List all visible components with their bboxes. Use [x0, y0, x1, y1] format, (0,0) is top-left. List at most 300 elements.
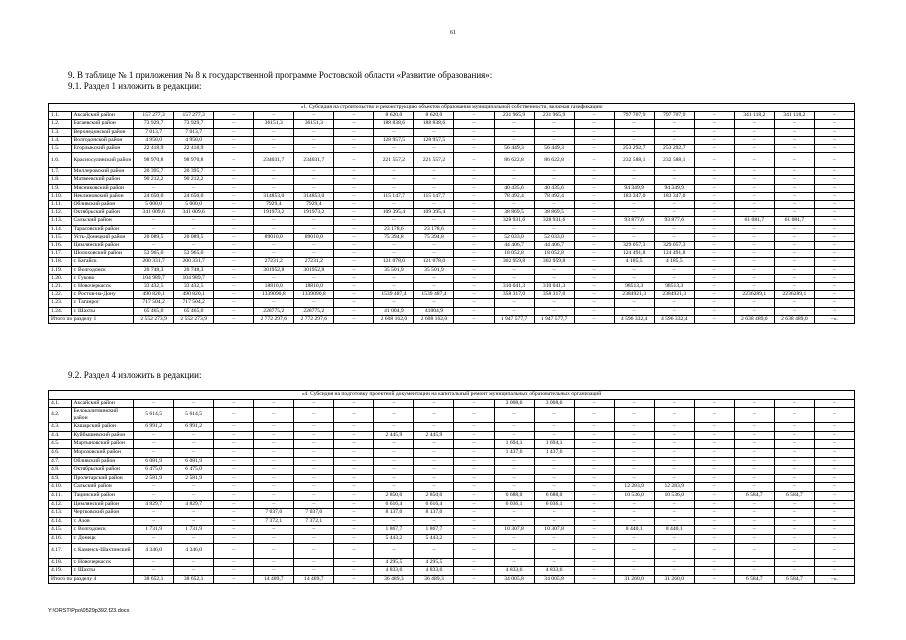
amount-cell: –: [334, 474, 374, 483]
total-amount-cell: –».: [814, 575, 854, 584]
amount-cell: –: [574, 128, 614, 136]
amount-cell: –: [494, 457, 534, 466]
row-number: 1.2.: [49, 120, 72, 128]
amount-cell: 2236289,1: [774, 291, 814, 299]
amount-cell: –: [814, 457, 854, 466]
amount-cell: 341 118,2: [734, 112, 774, 120]
amount-cell: 20 748,3: [134, 266, 174, 274]
total-row: [49, 575, 855, 584]
amount-cell: –: [534, 558, 574, 567]
amount-cell: –: [174, 509, 214, 518]
amount-cell: 232 588,1: [654, 153, 694, 168]
total-amount-cell: –: [574, 315, 614, 323]
amount-cell: 358 317,0: [534, 291, 574, 299]
amount-cell: –: [814, 274, 854, 282]
amount-cell: –: [774, 500, 814, 509]
amount-cell: –: [534, 431, 574, 440]
amount-cell: –: [134, 184, 174, 192]
total-amount-cell: 14 409,7: [294, 575, 334, 584]
amount-cell: –: [614, 534, 654, 543]
amount-cell: –: [174, 558, 214, 567]
amount-cell: –: [254, 128, 294, 136]
amount-cell: –: [774, 233, 814, 241]
municipality-name: Октябрьский район: [71, 466, 134, 475]
amount-cell: –: [374, 448, 414, 457]
amount-cell: –: [654, 233, 694, 241]
amount-cell: –: [454, 274, 494, 282]
amount-cell: –: [214, 153, 254, 168]
municipality-name: г. Новочеркасск: [71, 558, 134, 567]
amount-cell: 6 991,2: [174, 423, 214, 432]
amount-cell: –: [694, 258, 734, 266]
amount-cell: –: [414, 543, 454, 558]
amount-cell: –: [334, 491, 374, 500]
amount-cell: –: [454, 500, 494, 509]
table-row: [49, 399, 855, 408]
amount-cell: 98513,3: [614, 283, 654, 291]
amount-cell: 38 869,5: [534, 209, 574, 217]
amount-cell: –: [374, 145, 414, 153]
amount-cell: –: [814, 558, 854, 567]
amount-cell: –: [654, 176, 694, 184]
amount-cell: –: [814, 474, 854, 483]
amount-cell: –: [134, 225, 174, 233]
amount-cell: 2384921,3: [654, 291, 694, 299]
total-amount-cell: 34 005,8: [534, 575, 574, 584]
municipality-name: Матвеевский район: [71, 176, 134, 184]
table-row: [49, 266, 855, 274]
amount-cell: –: [614, 423, 654, 432]
amount-cell: –: [774, 128, 814, 136]
amount-cell: –: [334, 128, 374, 136]
amount-cell: –: [814, 120, 854, 128]
municipality-name: Тацинский район: [71, 491, 134, 500]
amount-cell: 3 008,6: [494, 399, 534, 408]
amount-cell: –: [654, 120, 694, 128]
total-amount-cell: 14 409,7: [254, 575, 294, 584]
municipality-name: Кашарский район: [71, 423, 134, 432]
amount-cell: –: [414, 299, 454, 307]
amount-cell: –: [734, 483, 774, 492]
amount-cell: –: [214, 423, 254, 432]
amount-cell: 94 349,9: [614, 184, 654, 192]
amount-cell: –: [454, 440, 494, 449]
amount-cell: –: [774, 399, 814, 408]
amount-cell: –: [454, 543, 494, 558]
amount-cell: 27231,2: [254, 258, 294, 266]
amount-cell: –: [774, 466, 814, 475]
amount-cell: –: [294, 299, 334, 307]
table-row: [49, 491, 855, 500]
amount-cell: –: [294, 526, 334, 535]
amount-cell: 6 688,0: [534, 491, 574, 500]
amount-cell: –: [814, 217, 854, 225]
amount-cell: –: [494, 136, 534, 144]
amount-cell: –: [734, 176, 774, 184]
amount-cell: –: [414, 283, 454, 291]
amount-cell: 33 432,5: [174, 283, 214, 291]
amount-cell: –: [214, 112, 254, 120]
amount-cell: –: [134, 534, 174, 543]
amount-cell: 98 970,8: [174, 153, 214, 168]
amount-cell: –: [134, 491, 174, 500]
amount-cell: –: [454, 258, 494, 266]
amount-cell: –: [454, 408, 494, 423]
amount-cell: –: [214, 534, 254, 543]
amount-cell: –: [694, 558, 734, 567]
amount-cell: –: [334, 136, 374, 144]
amount-cell: –: [454, 534, 494, 543]
total-amount-cell: 2 552 273,9: [134, 315, 174, 323]
amount-cell: –: [174, 534, 214, 543]
amount-cell: –: [734, 457, 774, 466]
amount-cell: –: [214, 466, 254, 475]
amount-cell: –: [734, 534, 774, 543]
amount-cell: –: [534, 534, 574, 543]
amount-cell: 157 277,3: [174, 112, 214, 120]
total-amount-cell: 2 772 297,6: [294, 315, 334, 323]
amount-cell: –: [614, 517, 654, 526]
amount-cell: –: [454, 168, 494, 176]
amount-cell: –: [814, 534, 854, 543]
amount-cell: –: [254, 299, 294, 307]
amount-cell: –: [614, 474, 654, 483]
total-amount-cell: 1 947 577,7: [494, 315, 534, 323]
amount-cell: 40 435,6: [534, 184, 574, 192]
amount-cell: –: [654, 534, 694, 543]
amount-cell: –: [694, 112, 734, 120]
amount-cell: –: [254, 466, 294, 475]
total-amount-cell: 6 584,7: [774, 575, 814, 584]
amount-cell: –: [454, 225, 494, 233]
amount-cell: –: [214, 299, 254, 307]
amount-cell: 6 475,0: [134, 466, 174, 475]
amount-cell: –: [614, 457, 654, 466]
amount-cell: –: [454, 128, 494, 136]
amount-cell: –: [534, 176, 574, 184]
amount-cell: –: [734, 543, 774, 558]
amount-cell: –: [414, 184, 454, 192]
amount-cell: –: [294, 145, 334, 153]
amount-cell: –: [214, 176, 254, 184]
amount-cell: 6 036,1: [534, 500, 574, 509]
amount-cell: –: [814, 283, 854, 291]
table-row: [49, 534, 855, 543]
amount-cell: –: [334, 466, 374, 475]
amount-cell: –: [254, 250, 294, 258]
total-amount-cell: –: [214, 575, 254, 584]
amount-cell: 228775,2: [254, 307, 294, 315]
amount-cell: 90 212,2: [134, 176, 174, 184]
amount-cell: –: [454, 423, 494, 432]
amount-cell: –: [214, 217, 254, 225]
amount-cell: 44 406,7: [494, 242, 534, 250]
amount-cell: –: [734, 153, 774, 168]
table-row: [49, 474, 855, 483]
amount-cell: –: [454, 176, 494, 184]
amount-cell: –: [654, 500, 694, 509]
amount-cell: –: [614, 509, 654, 518]
amount-cell: –: [814, 500, 854, 509]
table-row: [49, 192, 855, 200]
amount-cell: 7 372,1: [254, 517, 294, 526]
amount-cell: 6 584,7: [734, 491, 774, 500]
row-number: 1.17.: [49, 250, 72, 258]
amount-cell: –: [214, 120, 254, 128]
row-number: 4.7.: [49, 457, 72, 466]
amount-cell: –: [254, 567, 294, 576]
row-number: 4.9.: [49, 474, 72, 483]
table-row: [49, 201, 855, 209]
amount-cell: –: [214, 233, 254, 241]
amount-cell: –: [254, 408, 294, 423]
amount-cell: 52 033,0: [494, 233, 534, 241]
amount-cell: –: [214, 491, 254, 500]
amount-cell: 6 991,2: [134, 423, 174, 432]
amount-cell: –: [694, 307, 734, 315]
amount-cell: 65 465,0: [174, 307, 214, 315]
amount-cell: –: [454, 112, 494, 120]
amount-cell: –: [694, 283, 734, 291]
municipality-name: Цимлянский район: [71, 500, 134, 509]
amount-cell: –: [614, 168, 654, 176]
row-number: 1.11.: [49, 201, 72, 209]
row-number: 4.14.: [49, 517, 72, 526]
amount-cell: –: [454, 201, 494, 209]
amount-cell: –: [734, 266, 774, 274]
amount-cell: –: [814, 153, 854, 168]
row-number: 4.6.: [49, 448, 72, 457]
amount-cell: 20 748,3: [174, 266, 214, 274]
amount-cell: –: [134, 440, 174, 449]
table-row: [49, 242, 855, 250]
amount-cell: –: [414, 274, 454, 282]
amount-cell: –: [774, 184, 814, 192]
amount-cell: –: [414, 517, 454, 526]
amount-cell: 128 957,5: [414, 136, 454, 144]
amount-cell: 2 850,0: [414, 491, 454, 500]
municipality-name: г. Батайск: [71, 258, 134, 266]
amount-cell: 10 536,0: [614, 491, 654, 500]
amount-cell: –: [734, 509, 774, 518]
amount-cell: –: [414, 440, 454, 449]
table-row: [49, 431, 855, 440]
amount-cell: –: [374, 408, 414, 423]
amount-cell: –: [214, 225, 254, 233]
table-row: [49, 291, 855, 299]
amount-cell: –: [214, 283, 254, 291]
amount-cell: 221 557,2: [374, 153, 414, 168]
amount-cell: –: [534, 225, 574, 233]
total-amount-cell: –: [214, 315, 254, 323]
table-row: [49, 567, 855, 576]
table-row: [49, 120, 855, 128]
amount-cell: 5 000,0: [134, 201, 174, 209]
amount-cell: –: [414, 168, 454, 176]
amount-cell: 4 185,5: [614, 258, 654, 266]
municipality-name: Неклиновский район: [71, 192, 134, 200]
amount-cell: –: [774, 225, 814, 233]
amount-cell: –: [254, 184, 294, 192]
amount-cell: 8 440,1: [614, 526, 654, 535]
amount-cell: 4 829,7: [174, 500, 214, 509]
row-number: 4.10.: [49, 483, 72, 492]
amount-cell: –: [574, 567, 614, 576]
amount-cell: –: [294, 274, 334, 282]
amount-cell: 23 178,6: [414, 225, 454, 233]
amount-cell: –: [334, 217, 374, 225]
amount-cell: –: [454, 483, 494, 492]
amount-cell: –: [214, 184, 254, 192]
amount-cell: –: [814, 176, 854, 184]
amount-cell: –: [534, 120, 574, 128]
amount-cell: –: [814, 128, 854, 136]
amount-cell: –: [694, 242, 734, 250]
amount-cell: –: [614, 567, 654, 576]
amount-cell: 33 432,5: [134, 283, 174, 291]
amount-cell: –: [254, 242, 294, 250]
amount-cell: –: [254, 274, 294, 282]
amount-cell: –: [454, 250, 494, 258]
amount-cell: 38 869,5: [494, 209, 534, 217]
amount-cell: 104 989,7: [134, 274, 174, 282]
amount-cell: 94 349,9: [654, 184, 694, 192]
row-number: 1.15.: [49, 233, 72, 241]
total-amount-cell: 38 652,1: [134, 575, 174, 584]
amount-cell: –: [494, 266, 534, 274]
amount-cell: –: [254, 440, 294, 449]
amount-cell: –: [214, 448, 254, 457]
amount-cell: –: [774, 543, 814, 558]
amount-cell: –: [334, 168, 374, 176]
amount-cell: –: [574, 250, 614, 258]
amount-cell: –: [214, 517, 254, 526]
amount-cell: –: [294, 558, 334, 567]
amount-cell: –: [494, 431, 534, 440]
amount-cell: –: [214, 274, 254, 282]
amount-cell: –: [334, 266, 374, 274]
amount-cell: –: [694, 440, 734, 449]
amount-cell: –: [294, 217, 334, 225]
amount-cell: 124 491,8: [654, 250, 694, 258]
row-number: 1.1.: [49, 112, 72, 120]
amount-cell: –: [174, 431, 214, 440]
row-number: 1.13.: [49, 217, 72, 225]
amount-cell: –: [294, 448, 334, 457]
amount-cell: –: [574, 408, 614, 423]
amount-cell: –: [214, 145, 254, 153]
amount-cell: –: [254, 448, 294, 457]
amount-cell: 18 052,8: [534, 250, 574, 258]
amount-cell: –: [654, 423, 694, 432]
amount-cell: –: [694, 431, 734, 440]
amount-cell: –: [774, 526, 814, 535]
amount-cell: –: [654, 440, 694, 449]
amount-cell: –: [814, 509, 854, 518]
amount-cell: 89010,0: [294, 233, 334, 241]
amount-cell: –: [814, 517, 854, 526]
municipality-name: Волгодонской район: [71, 136, 134, 144]
amount-cell: –: [774, 431, 814, 440]
amount-cell: 56 449,3: [534, 145, 574, 153]
subsidy-table-section-4: [48, 390, 855, 584]
amount-cell: –: [774, 448, 814, 457]
amount-cell: –: [694, 483, 734, 492]
amount-cell: –: [294, 408, 334, 423]
total-amount-cell: –: [334, 315, 374, 323]
total-amount-cell: 31 260,0: [654, 575, 694, 584]
amount-cell: –: [454, 192, 494, 200]
municipality-name: Егорлыкский район: [71, 145, 134, 153]
amount-cell: –: [574, 283, 614, 291]
amount-cell: –: [494, 423, 534, 432]
table-row: [49, 283, 855, 291]
amount-cell: –: [454, 517, 494, 526]
table-row: [49, 153, 855, 168]
amount-cell: –: [174, 225, 214, 233]
amount-cell: –: [654, 136, 694, 144]
amount-cell: –: [534, 299, 574, 307]
amount-cell: –: [454, 120, 494, 128]
amount-cell: –: [254, 136, 294, 144]
amount-cell: –: [254, 483, 294, 492]
amount-cell: –: [614, 466, 654, 475]
file-path-footer: Y:\ORST\Ppo\0529p392.f23.docx: [48, 608, 130, 614]
municipality-name: Аксайский район: [71, 399, 134, 408]
amount-cell: –: [374, 176, 414, 184]
amount-cell: –: [454, 184, 494, 192]
amount-cell: –: [814, 431, 854, 440]
amount-cell: –: [814, 266, 854, 274]
amount-cell: –: [734, 299, 774, 307]
amount-cell: –: [494, 307, 534, 315]
table-row: [49, 233, 855, 241]
amount-cell: –: [294, 225, 334, 233]
amount-cell: –: [294, 483, 334, 492]
amount-cell: –: [774, 120, 814, 128]
amount-cell: 98 970,8: [134, 153, 174, 168]
amount-cell: –: [214, 201, 254, 209]
amount-cell: –: [774, 192, 814, 200]
amount-cell: –: [454, 448, 494, 457]
amount-cell: –: [294, 399, 334, 408]
amount-cell: 490 820,1: [134, 291, 174, 299]
amount-cell: 717 504,2: [174, 299, 214, 307]
amount-cell: –: [734, 128, 774, 136]
amount-cell: –: [174, 483, 214, 492]
amount-cell: –: [574, 299, 614, 307]
amount-cell: –: [134, 448, 174, 457]
amount-cell: 98513,3: [654, 283, 694, 291]
amount-cell: –: [614, 307, 654, 315]
amount-cell: –: [174, 567, 214, 576]
amount-cell: –: [694, 184, 734, 192]
table-row: [49, 457, 855, 466]
amount-cell: –: [694, 491, 734, 500]
amount-cell: –: [614, 558, 654, 567]
amount-cell: –: [614, 440, 654, 449]
amount-cell: 18810,0: [294, 283, 334, 291]
table-caption: «1. Субсидия на строительство и реконструкцию объектов образования муниципальной собственности, включая газификацию: [49, 104, 855, 112]
heading-section-1: 9.1. Раздел 1 изложить в редакции:: [68, 81, 202, 91]
municipality-name: г. Каменск-Шахтинский: [71, 543, 134, 558]
amount-cell: –: [214, 307, 254, 315]
amount-cell: –: [214, 457, 254, 466]
amount-cell: –: [694, 517, 734, 526]
amount-cell: –: [814, 168, 854, 176]
amount-cell: 6 584,7: [774, 491, 814, 500]
amount-cell: 121 078,0: [414, 258, 454, 266]
